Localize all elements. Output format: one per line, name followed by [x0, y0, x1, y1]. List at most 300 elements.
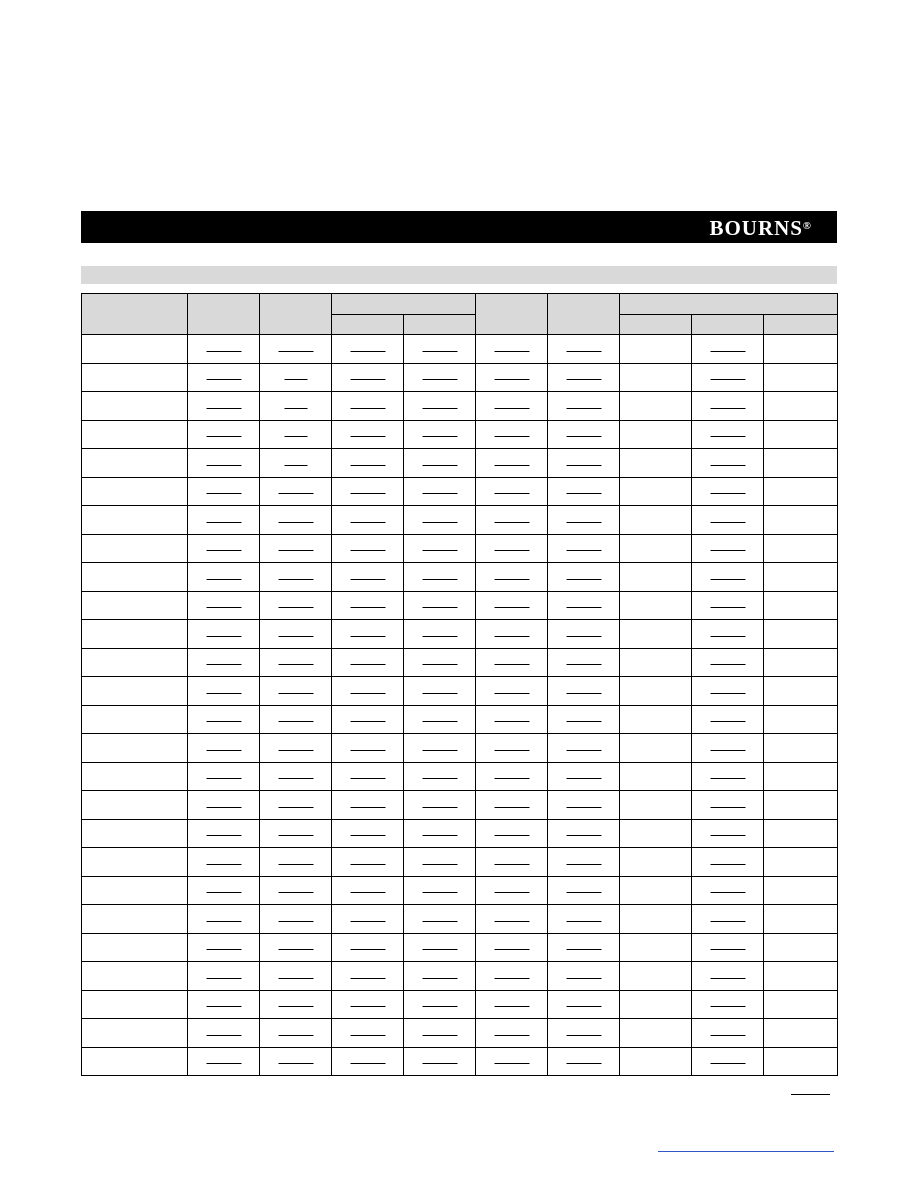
table-cell — [188, 591, 260, 620]
table-cell — [692, 563, 764, 592]
blank-line-mark — [494, 978, 529, 979]
table-cell — [260, 648, 332, 677]
table-row — [82, 563, 838, 592]
table-cell — [404, 677, 476, 706]
blank-line-mark — [710, 579, 745, 580]
blank-line-mark — [566, 693, 601, 694]
table-cell — [764, 563, 838, 592]
table-row — [82, 363, 838, 392]
blank-line-mark — [710, 379, 745, 380]
table-cell — [260, 990, 332, 1019]
blank-line-mark — [206, 1006, 241, 1007]
blank-line-mark — [494, 778, 529, 779]
table-cell — [764, 335, 838, 364]
table-cell — [692, 905, 764, 934]
table-cell — [692, 477, 764, 506]
table-cell — [404, 990, 476, 1019]
blank-line-mark — [710, 664, 745, 665]
part-number-cell — [82, 335, 188, 364]
blank-line-mark — [350, 750, 385, 751]
blank-line-mark — [206, 835, 241, 836]
blank-line-mark — [710, 465, 745, 466]
part-number-cell — [82, 506, 188, 535]
blank-line-mark — [494, 835, 529, 836]
table-cell — [188, 506, 260, 535]
table-cell — [620, 677, 692, 706]
table-cell — [476, 677, 548, 706]
blank-line-mark — [710, 693, 745, 694]
blank-line-mark — [494, 1006, 529, 1007]
blank-line-mark — [278, 978, 313, 979]
blank-line-mark — [494, 408, 529, 409]
blank-line-mark — [422, 579, 457, 580]
blank-line-mark — [566, 864, 601, 865]
table-cell — [188, 534, 260, 563]
table-row — [82, 990, 838, 1019]
part-number-cell — [82, 591, 188, 620]
table-cell — [260, 335, 332, 364]
part-number-cell — [82, 648, 188, 677]
table-cell — [260, 477, 332, 506]
table-cell — [476, 848, 548, 877]
page-number-rule — [791, 1094, 830, 1095]
blank-line-mark — [278, 664, 313, 665]
table-cell — [620, 1019, 692, 1048]
table-cell — [620, 620, 692, 649]
blank-line-mark — [422, 693, 457, 694]
table-cell — [548, 392, 620, 421]
table-cell — [188, 648, 260, 677]
table-cell — [548, 848, 620, 877]
blank-line-mark — [710, 436, 745, 437]
part-number-cell — [82, 962, 188, 991]
table-cell — [476, 990, 548, 1019]
part-number-cell — [82, 1047, 188, 1076]
blank-line-mark — [494, 949, 529, 950]
table-cell — [620, 534, 692, 563]
subheader-cell — [404, 315, 476, 335]
table-cell — [404, 591, 476, 620]
blank-line-mark — [710, 1006, 745, 1007]
blank-line-mark — [206, 664, 241, 665]
table-cell — [260, 363, 332, 392]
table-cell — [260, 962, 332, 991]
blank-line-mark — [278, 351, 313, 352]
part-number-cell — [82, 819, 188, 848]
part-number-cell — [82, 705, 188, 734]
section-title-bar — [81, 266, 837, 284]
table-cell — [548, 591, 620, 620]
blank-line-mark — [710, 835, 745, 836]
table-cell — [476, 933, 548, 962]
table-cell — [260, 876, 332, 905]
table-cell — [332, 876, 404, 905]
table-cell — [404, 477, 476, 506]
part-number-cell — [82, 1019, 188, 1048]
table-cell — [620, 905, 692, 934]
table-cell — [404, 1019, 476, 1048]
part-number-cell — [82, 933, 188, 962]
table-cell — [476, 791, 548, 820]
table-cell — [260, 506, 332, 535]
table-row — [82, 933, 838, 962]
blank-line-mark — [710, 636, 745, 637]
table-cell — [764, 591, 838, 620]
table-cell — [764, 791, 838, 820]
table-cell — [404, 506, 476, 535]
blank-line-mark — [206, 579, 241, 580]
table-row — [82, 819, 838, 848]
blank-line-mark — [350, 921, 385, 922]
table-cell — [764, 648, 838, 677]
part-number-cell — [82, 905, 188, 934]
table-cell — [764, 762, 838, 791]
blank-line-mark — [494, 379, 529, 380]
blank-line-mark — [350, 721, 385, 722]
blank-line-mark — [350, 693, 385, 694]
blank-line-mark — [710, 550, 745, 551]
blank-line-mark — [566, 921, 601, 922]
table-cell — [692, 620, 764, 649]
blank-line-mark — [206, 864, 241, 865]
header-cell — [548, 294, 620, 335]
blank-line-mark — [566, 1006, 601, 1007]
table-cell — [548, 819, 620, 848]
blank-line-mark — [350, 351, 385, 352]
part-number-cell — [82, 791, 188, 820]
part-number-cell — [82, 363, 188, 392]
table-cell — [260, 420, 332, 449]
table-cell — [188, 677, 260, 706]
table-cell — [548, 335, 620, 364]
blank-line-mark — [710, 721, 745, 722]
table-cell — [404, 1047, 476, 1076]
part-number-cell — [82, 734, 188, 763]
table-row — [82, 762, 838, 791]
table-cell — [332, 905, 404, 934]
table-cell — [548, 962, 620, 991]
table-cell — [476, 734, 548, 763]
table-cell — [620, 990, 692, 1019]
table-cell — [404, 734, 476, 763]
table-cell — [692, 1047, 764, 1076]
table-cell — [332, 1047, 404, 1076]
footer-link-underline[interactable] — [658, 1151, 834, 1152]
blank-line-mark — [350, 607, 385, 608]
table-cell — [404, 791, 476, 820]
table-row — [82, 420, 838, 449]
table-cell — [764, 363, 838, 392]
table-cell — [692, 335, 764, 364]
blank-line-mark — [422, 351, 457, 352]
table-cell — [260, 734, 332, 763]
table-cell — [332, 506, 404, 535]
blank-line-mark — [566, 1035, 601, 1036]
header-cell — [476, 294, 548, 335]
part-number-cell — [82, 762, 188, 791]
table-row — [82, 791, 838, 820]
blank-line-mark — [278, 778, 313, 779]
blank-line-mark — [206, 351, 241, 352]
blank-line-mark — [206, 550, 241, 551]
part-number-cell — [82, 620, 188, 649]
table-row — [82, 1019, 838, 1048]
table-cell — [260, 392, 332, 421]
table-cell — [188, 990, 260, 1019]
blank-line-mark — [350, 408, 385, 409]
blank-line-mark — [710, 351, 745, 352]
part-number-cell — [82, 677, 188, 706]
table-cell — [692, 762, 764, 791]
table-cell — [620, 876, 692, 905]
table-cell — [476, 819, 548, 848]
table-cell — [476, 620, 548, 649]
blank-line-mark — [206, 949, 241, 950]
table-cell — [332, 563, 404, 592]
blank-line-mark — [566, 607, 601, 608]
blank-line-mark — [278, 750, 313, 751]
blank-line-mark — [206, 807, 241, 808]
table-cell — [620, 420, 692, 449]
blank-line-mark — [710, 1035, 745, 1036]
blank-line-mark — [494, 550, 529, 551]
blank-line-mark — [422, 778, 457, 779]
blank-line-mark — [494, 892, 529, 893]
blank-line-mark — [494, 607, 529, 608]
table-cell — [332, 449, 404, 478]
blank-line-mark — [206, 607, 241, 608]
table-cell — [692, 677, 764, 706]
table-cell — [404, 762, 476, 791]
table-cell — [404, 363, 476, 392]
table-cell — [332, 420, 404, 449]
blank-line-mark — [284, 379, 307, 380]
blank-line-mark — [566, 493, 601, 494]
blank-line-mark — [206, 1063, 241, 1064]
table-cell — [692, 449, 764, 478]
table-cell — [548, 677, 620, 706]
table-cell — [404, 420, 476, 449]
blank-line-mark — [350, 579, 385, 580]
table-cell — [692, 876, 764, 905]
table-row — [82, 848, 838, 877]
table-cell — [764, 962, 838, 991]
table-cell — [764, 819, 838, 848]
blank-line-mark — [422, 664, 457, 665]
table-cell — [620, 392, 692, 421]
table-cell — [476, 335, 548, 364]
table-cell — [404, 933, 476, 962]
table-cell — [332, 648, 404, 677]
blank-line-mark — [566, 1063, 601, 1064]
blank-line-mark — [710, 807, 745, 808]
table-cell — [548, 363, 620, 392]
blank-line-mark — [710, 522, 745, 523]
header-cell — [188, 294, 260, 335]
table-cell — [404, 449, 476, 478]
blank-line-mark — [566, 522, 601, 523]
table-cell — [332, 962, 404, 991]
blank-line-mark — [566, 436, 601, 437]
blank-line-mark — [278, 1006, 313, 1007]
table-cell — [692, 534, 764, 563]
blank-line-mark — [350, 1063, 385, 1064]
blank-line-mark — [284, 408, 307, 409]
blank-line-mark — [350, 778, 385, 779]
table-cell — [188, 420, 260, 449]
table-cell — [692, 734, 764, 763]
table-row — [82, 335, 838, 364]
subheader-cell — [692, 315, 764, 335]
table-row — [82, 905, 838, 934]
table-cell — [260, 591, 332, 620]
part-number-cell — [82, 563, 188, 592]
table-cell — [404, 392, 476, 421]
table-cell — [476, 1047, 548, 1076]
table-body — [82, 335, 838, 1076]
blank-line-mark — [710, 607, 745, 608]
table-cell — [548, 734, 620, 763]
table-cell — [188, 791, 260, 820]
part-number-cell — [82, 477, 188, 506]
blank-line-mark — [350, 835, 385, 836]
header-cell — [82, 294, 188, 335]
part-number-cell — [82, 420, 188, 449]
table-cell — [332, 791, 404, 820]
blank-line-mark — [284, 436, 307, 437]
blank-line-mark — [566, 636, 601, 637]
table-cell — [548, 563, 620, 592]
blank-line-mark — [422, 408, 457, 409]
blank-line-mark — [278, 550, 313, 551]
blank-line-mark — [494, 921, 529, 922]
table-cell — [764, 506, 838, 535]
blank-line-mark — [206, 636, 241, 637]
table-cell — [404, 648, 476, 677]
blank-line-mark — [422, 835, 457, 836]
blank-line-mark — [278, 1063, 313, 1064]
part-number-cell — [82, 848, 188, 877]
table-cell — [764, 1047, 838, 1076]
blank-line-mark — [278, 579, 313, 580]
table-cell — [620, 734, 692, 763]
table-cell — [548, 477, 620, 506]
table-cell — [764, 705, 838, 734]
table-row — [82, 449, 838, 478]
blank-line-mark — [422, 1063, 457, 1064]
table-cell — [332, 1019, 404, 1048]
blank-line-mark — [566, 379, 601, 380]
table-cell — [332, 705, 404, 734]
table-cell — [260, 705, 332, 734]
blank-line-mark — [566, 778, 601, 779]
table-cell — [476, 962, 548, 991]
table-cell — [332, 363, 404, 392]
table-cell — [332, 392, 404, 421]
blank-line-mark — [206, 921, 241, 922]
blank-line-mark — [494, 750, 529, 751]
table-cell — [188, 734, 260, 763]
table-cell — [548, 534, 620, 563]
blank-line-mark — [422, 465, 457, 466]
table-cell — [188, 848, 260, 877]
blank-line-mark — [206, 978, 241, 979]
table-cell — [332, 534, 404, 563]
blank-line-mark — [422, 436, 457, 437]
table-cell — [692, 848, 764, 877]
table-cell — [692, 506, 764, 535]
blank-line-mark — [206, 693, 241, 694]
table-cell — [620, 648, 692, 677]
blank-line-mark — [278, 693, 313, 694]
blank-line-mark — [422, 721, 457, 722]
table-cell — [332, 477, 404, 506]
table-row — [82, 734, 838, 763]
subheader-cell — [620, 315, 692, 335]
table-row — [82, 1047, 838, 1076]
table-cell — [692, 990, 764, 1019]
table-row — [82, 705, 838, 734]
table-cell — [404, 962, 476, 991]
blank-line-mark — [494, 351, 529, 352]
blank-line-mark — [422, 522, 457, 523]
blank-line-mark — [566, 721, 601, 722]
blank-line-mark — [710, 408, 745, 409]
table-cell — [548, 420, 620, 449]
header-group-cell — [332, 294, 476, 315]
table-cell — [188, 392, 260, 421]
table-cell — [188, 363, 260, 392]
table-cell — [620, 962, 692, 991]
table-row — [82, 962, 838, 991]
subheader-cell — [332, 315, 404, 335]
part-number-cell — [82, 534, 188, 563]
blank-line-mark — [206, 379, 241, 380]
table-cell — [764, 477, 838, 506]
table-cell — [260, 791, 332, 820]
blank-line-mark — [494, 721, 529, 722]
table-row — [82, 392, 838, 421]
table-cell — [260, 677, 332, 706]
blank-line-mark — [206, 522, 241, 523]
table-cell — [548, 705, 620, 734]
table-cell — [332, 335, 404, 364]
table-cell — [764, 876, 838, 905]
table-cell — [620, 933, 692, 962]
table-cell — [692, 420, 764, 449]
blank-line-mark — [710, 978, 745, 979]
header-group-cell — [620, 294, 838, 315]
table-cell — [764, 420, 838, 449]
blank-line-mark — [278, 864, 313, 865]
table-cell — [260, 819, 332, 848]
table-cell — [620, 335, 692, 364]
blank-line-mark — [710, 949, 745, 950]
blank-line-mark — [494, 1035, 529, 1036]
table-cell — [548, 990, 620, 1019]
table-cell — [188, 905, 260, 934]
blank-line-mark — [206, 892, 241, 893]
blank-line-mark — [494, 693, 529, 694]
blank-line-mark — [494, 636, 529, 637]
table-cell — [332, 620, 404, 649]
blank-line-mark — [350, 664, 385, 665]
part-number-cell — [82, 990, 188, 1019]
blank-line-mark — [278, 949, 313, 950]
table-cell — [548, 1047, 620, 1076]
table-cell — [620, 363, 692, 392]
table-cell — [404, 563, 476, 592]
